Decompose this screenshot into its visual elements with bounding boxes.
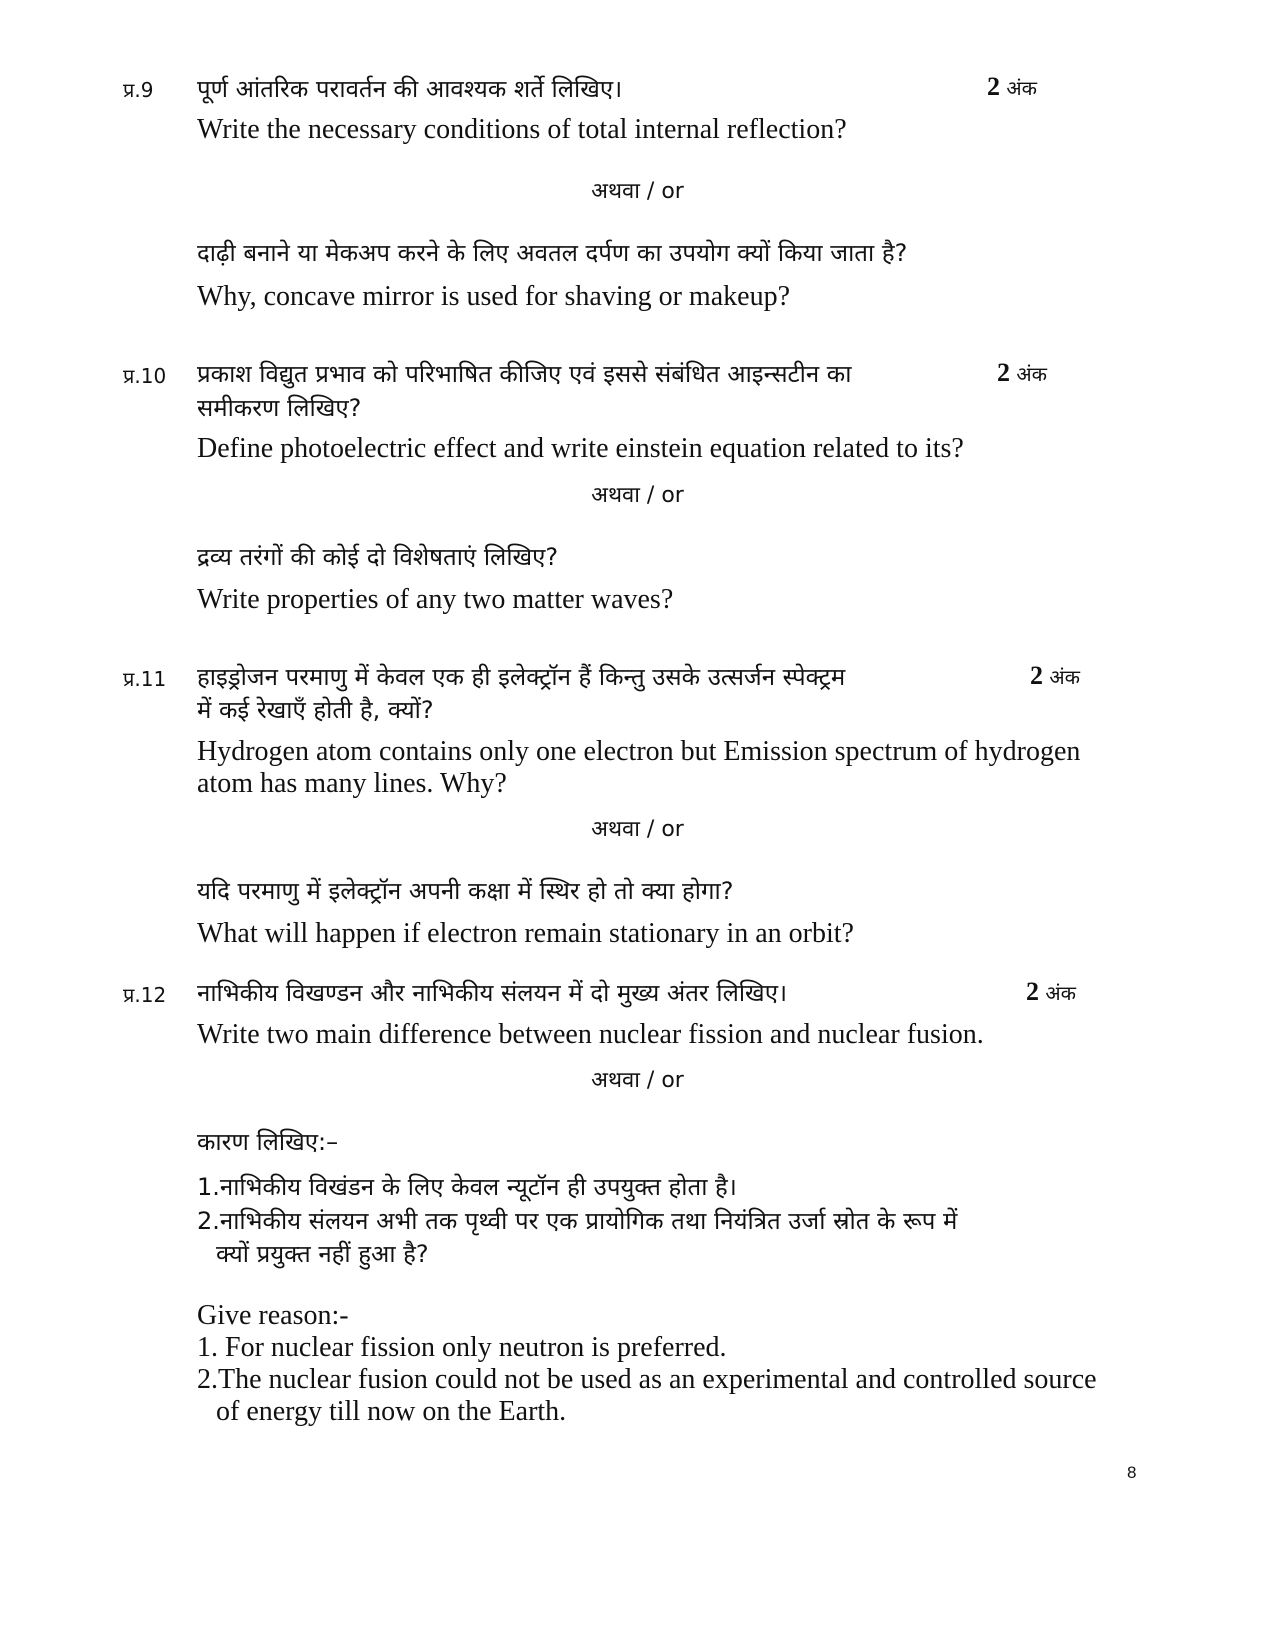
or-separator: अथवा / or xyxy=(591,1068,684,1093)
question-number: प्र.10 xyxy=(123,364,167,388)
marks-value: 2 xyxy=(997,358,1010,387)
question-text-hindi: पूर्ण आंतरिक परावर्तन की आवश्यक शर्ते लिखिए। xyxy=(197,75,623,103)
marks-label xyxy=(997,358,1047,388)
question-number: प्र.12 xyxy=(123,983,167,1007)
question-text-hindi: में कई रेखाएँ होती है, क्यों? xyxy=(197,696,434,724)
alternate-text-english: What will happen if electron remain stationary in an orbit? xyxy=(197,918,854,949)
question-text-english: Write the necessary conditions of total internal reflection? xyxy=(197,114,847,145)
or-separator: अथवा / or xyxy=(591,483,684,508)
alternate-text-hindi: द्रव्य तरंगों की कोई दो विशेषताएं लिखिए? xyxy=(197,543,559,571)
marks-value: 2 xyxy=(1030,661,1043,690)
or-separator: अथवा / or xyxy=(591,817,684,842)
marks-label xyxy=(1030,661,1080,691)
question-number: प्र.11 xyxy=(123,667,167,691)
alternate-text-english: Why, concave mirror is used for shaving or makeup? xyxy=(197,281,790,312)
question-text-english: Write two main difference between nuclear fission and nuclear fusion. xyxy=(197,1019,984,1050)
question-text-english: atom has many lines. Why? xyxy=(197,768,507,799)
marks-label xyxy=(1026,977,1076,1007)
alternate-text-english: of energy till now on the Earth. xyxy=(216,1396,567,1427)
or-separator: अथवा / or xyxy=(591,179,684,204)
alternate-text-english: 2.The nuclear fusion could not be used as an experimental and controlled source xyxy=(197,1364,1097,1395)
alternate-text-english: 1. For nuclear fission only neutron is preferred. xyxy=(197,1332,727,1363)
marks-unit: अंक xyxy=(1045,981,1076,1005)
question-text-english: Hydrogen atom contains only one electron but Emission spectrum of hydrogen xyxy=(197,736,1081,767)
alternate-text-english: Write properties of any two matter waves? xyxy=(197,584,674,615)
question-number: प्र.9 xyxy=(123,78,154,102)
alternate-text-hindi: क्यों प्रयुक्त नहीं हुआ है? xyxy=(216,1240,429,1268)
alternate-text-hindi: कारण लिखिए:– xyxy=(197,1128,339,1156)
question-text-hindi: हाइड्रोजन परमाणु में केवल एक ही इलेक्ट्रॉन हैं किन्तु उसके उत्सर्जन स्पेक्ट्रम xyxy=(197,663,846,691)
question-text-hindi: नाभिकीय विखण्डन और नाभिकीय संलयन में दो मुख्य अंतर लिखिए। xyxy=(197,979,788,1007)
alternate-text-hindi: 2.नाभिकीय संलयन अभी तक पृथ्वी पर एक प्रायोगिक तथा नियंत्रित उर्जा स्रोत के रूप में xyxy=(197,1207,958,1235)
alternate-text-hindi: दाढ़ी बनाने या मेकअप करने के लिए अवतल दर्पण का उपयोग क्यों किया जाता है? xyxy=(197,239,908,267)
alternate-text-hindi: यदि परमाणु में इलेक्ट्रॉन अपनी कक्षा में स्थिर हो तो क्या होगा? xyxy=(197,877,734,905)
question-text-hindi: प्रकाश विद्युत प्रभाव को परिभाषित कीजिए एवं इससे संबंधित आइन्सटीन का xyxy=(197,360,852,388)
marks-value: 2 xyxy=(1026,977,1039,1006)
alternate-text-english: Give reason:- xyxy=(197,1300,349,1331)
marks-value: 2 xyxy=(987,72,1000,101)
question-text-hindi: समीकरण लिखिए? xyxy=(197,394,362,422)
marks-unit: अंक xyxy=(1049,665,1080,689)
question-text-english: Define photoelectric effect and write einstein equation related to its? xyxy=(197,433,964,464)
alternate-text-hindi: 1.नाभिकीय विखंडन के लिए केवल न्यूटॉन ही उपयुक्त होता है। xyxy=(197,1173,737,1201)
marks-label xyxy=(987,72,1037,102)
marks-unit: अंक xyxy=(1006,76,1037,100)
marks-unit: अंक xyxy=(1016,362,1047,386)
page-number: 8 xyxy=(1127,1463,1137,1482)
